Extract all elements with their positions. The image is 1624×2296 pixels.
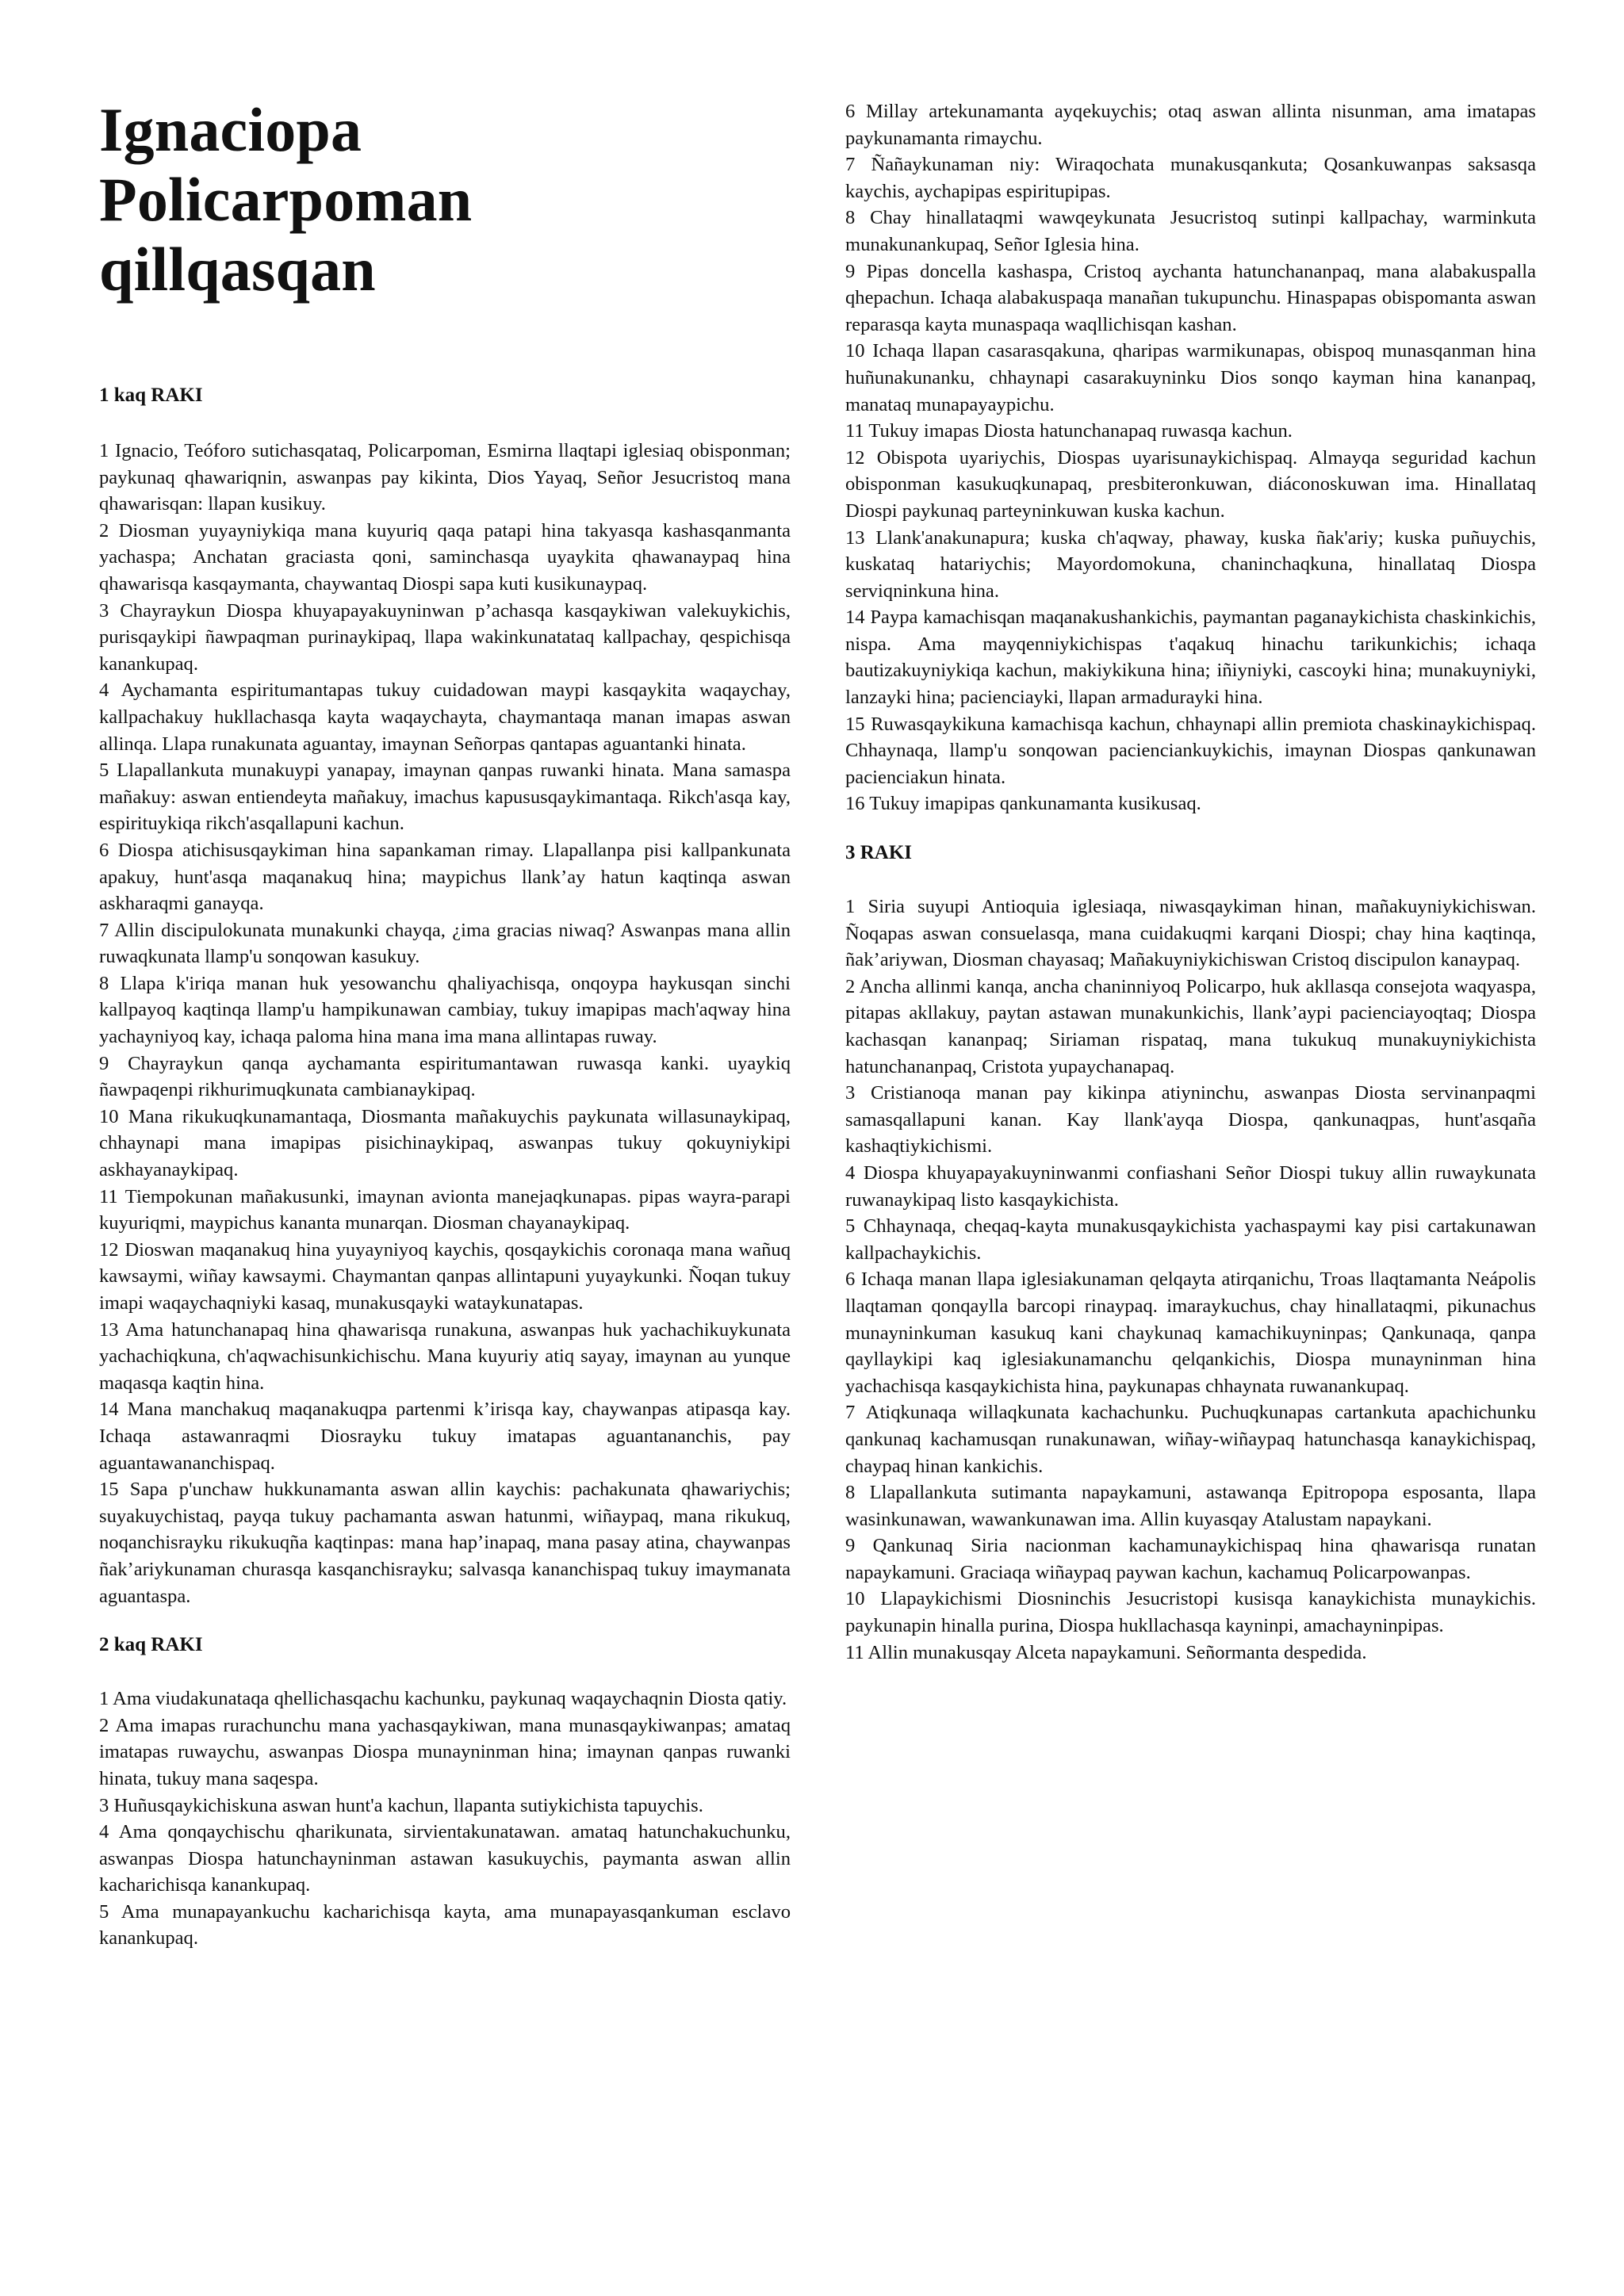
verse: 7 Atiqkunaqa willaqkunata kachachunku. Puchuqkunapas cartankuta apachichunku qankunaq kachamusqan runakunawan, wiñay-wiñaypaq hatunchasqa kanaykichispaq, chaypaq hinan kankichis. [845,1402,1536,1477]
verse: 8 Llapa k'iriqa manan huk yesowanchu qhaliyachisqa, onqoypa haykusqan sinchi kallpayoq kaqtinqa llamp'u hampikunawan cambiay, tukuy imapipas mach'aqway hina yachayniyoq kay, ichaqa paloma hina mana ima mana allintapas ruway. [99,972,791,1048]
verse: 16 Tukuy imapipas qankunamanta kusikusaq. [845,793,1201,815]
section-heading-3: 3 RAKI [845,842,913,864]
verse: 9 Chayraykun qanqa aychamanta espiritumantawan ruwasqa kanki. uyaykiq ñawpaqenpi rikhurimuqkunata cambianaykipaq. [99,1052,791,1101]
verse: 13 Ama hatunchanapaq hina qhawarisqa runakuna, aswanpas huk yachachikuykunata yachachiqkuna, ch'aqwachisunkichischu. Mana kuyuriy atiq sayay, imaynan au yunque maqasqa kaqtin hina. [99,1318,791,1394]
verse: 6 Diospa atichisusqaykiman hina sapankaman rimay. Llapallanpa pisi kallpankunata apakuy, hunt'asqa maqanakuq hina; maypichus llank’ay hatun kaqtinqa aswan askharaqmi ganayqa. [99,839,791,915]
verse: 8 Chay hinallataqmi wawqeykunata Jesucristoq sutinpi kallpachay, warminkuta munakunankupaq, Señor Iglesia hina. [845,207,1536,255]
verse: 2 Ancha allinmi kanqa, ancha chaninniyoq Policarpo, huk akllasqa consejota waqyaspa, pitapas akllakuy, paytan astawan munakunkichis, llank’aypi pacienciayoqtaq; Diospa kachasqan kananpaq; Siriaman rispataq, mana tukukuq munakuyniykichista hatunchananpaq, Cristota yupaychanapaq. [845,975,1536,1077]
document-title [99,95,791,304]
verse: 10 Mana rikukuqkunamantaqa, Diosmanta mañakuychis paykunata willasunaykipaq, chhaynapi mana imapipas pisichinaykipaq, aswanpas tukuy qokuyniykipi askhayanaykipaq. [99,1105,791,1181]
verse: 11 Tukuy imapas Diosta hatunchanapaq ruwasqa kachun. [845,420,1293,442]
section-heading-1: 1 kaq RAKI [99,385,203,406]
verse: 1 Ama viudakunataqa qhellichasqachu kachunku, paykunaq waqaychaqnin Diosta qatiy. [99,1688,787,1710]
verse: 1 Ignacio, Teóforo sutichasqataq, Policarpoman, Esmirna llaqtapi iglesiaq obisponman; paykunaq qhawariqnin, aswanpas pay kikinta, Dios Yayaq, Señor Jesucristoq mana qhawarisqan: llapan kusikuy. [99,440,791,515]
verse: 4 Aychamanta espiritumantapas tukuy cuidadowan maypi kasqaykita waqaychay, kallpachakuy hukllachasqa kayta waqaychayta, chaymantaqa manan imapas aswan allinqa. Llapa runakunata aguantay, imaynan Señorpas qantapas aguantanki hinata. [99,679,791,755]
verse: 7 Ñañaykunaman niy: Wiraqochata munakusqankuta; Qosankuwanpas saksasqa kaychis, aychapipas espiritupipas. [845,154,1536,202]
title-line: qillqasqan [99,235,376,304]
section-2-verses-left [99,1686,791,1952]
verse: 14 Mana manchakuq maqanakuqpa partenmi k’irisqa kay, chaywanpas atipasqa kay. Ichaqa astawanraqmi Diosrayku tukuy imatapas aguantananchis, pay aguantawananchispaq. [99,1399,791,1474]
section-heading-2: 2 kaq RAKI [99,1634,203,1656]
right-column [845,98,1536,1666]
verse: 2 Ama imapas rurachunchu mana yachasqaykiwan, mana munasqaykiwanpas; amataq imatapas ruwaychu, aswanpas Diospa munayninman hina; imaynan qanpas ruwanki hinata, tukuy mana saqespa. [99,1714,791,1789]
verse: 1 Siria suyupi Antioquia iglesiaqa, niwasqaykiman hinan, mañakuyniykichiswan. Ñoqapas aswan consuelasqa, mana cuidakuqmi karqani Diospi; chay hina kaqtinqa, ñak’ariywan, Diosman chayasaq; Mañakuyniykichiswan Cristoq discipulon kanaypaq. [845,896,1536,971]
verse: 9 Pipas doncella kashaspa, Cristoq aychanta hatunchananpaq, mana alabakuspalla qhepachun. Ichaqa alabakuspaqa manañan tukupunchu. Hinaspapas obispomanta aswan reparasqa kayta munaspaqa waqllichisqan kashan. [845,260,1536,335]
verse: 3 Cristianoqa manan pay kikinpa atiyninchu, aswanpas Diosta servinanpaqmi samasqallapuni kanan. Kay llank'ayqa Diospa, qankunaqpas, hunt'asqaña kashaqtiykichismi. [845,1082,1536,1158]
verse: 6 Ichaqa manan llapa iglesiakunaman qelqayta atirqanichu, Troas llaqtamanta Neápolis llaqtaman qonqaylla barcopi rinaypaq. imaraykuchus, chay hinallataqmi, pikunachus munayninkuman kasukuq kani chaykunaq kamachikuyninpas; Qankunaqa, qanpa qayllaykipi kaq iglesiakunamanchu qelqankichis, Diospa munayninman hina yachachisqa kasqaykichista hina, paykunapas chhaynata ruwanankupaq. [845,1269,1536,1397]
title-line: Ignaciopa [99,95,362,164]
verse: 3 Chayraykun Diospa khuyapayakuyninwan p’achasqa kasqaykiwan valekuykichis, purisqaykipi ñawpaqman purinaykipaq, llapa wakinkunatataq kallpachay, qespichisqa kanankupaq. [99,599,791,675]
verse: 5 Chhaynaqa, cheqaq-kayta munakusqaykichista yachaspaymi kay pisi cartakunawan kallpachaykichis. [845,1215,1536,1264]
verse: 9 Qankunaq Siria nacionman kachamunaykichispaq hina qhawarisqa runatan napaykamuni. Graciaqa wiñaypaq paywan kachun, kachamuq Policarpowanpas. [845,1535,1536,1583]
verse: 12 Dioswan maqanakuq hina yuyayniyoq kaychis, qosqaykichis coronaqa mana wañuq kawsaymi, wiñay kawsaymi. Chaymantan qanpas allintapuni yuyaykunki. Ñoqan tukuy imapi waqaychaqniyki kasaq, munakusqayki wataykunatapas. [99,1238,791,1314]
verse: 5 Ama munapayankuchu kacharichisqa kayta, ama munapayasqankuman esclavo kanankupaq. [99,1900,791,1950]
verse: 4 Ama qonqaychischu qharikunata, sirvientakunatawan. amataq hatunchakuchunku, aswanpas Diospa hatunchayninman astawan kasukuychis, paymanta aswan allin kacharichisqa kanankupaq. [99,1821,791,1896]
verse: 12 Obispota uyariychis, Diospas uyarisunaykichispaq. Almayqa seguridad kachun obisponman kasukuqkunapaq, presbiteronkuwan, diáconoskuwan ima. Hinallataq Diospi paykunaq parteyninkuwan kuska kachun. [845,446,1536,522]
verse: 3 Huñusqaykichiskuna aswan hunt'a kachun, llapanta sutiykichista tapuychis. [99,1794,703,1816]
verse: 15 Sapa p'unchaw hukkunamanta aswan allin kaychis: pachakunata qhawariychis; suyakuychistaq, payqa tukuy pachamanta aswan hatunmi, wiñaypaq, mana rikukuq, noqanchisrayku rikukuqña kaqtinpas: mana hap’inapaq, mana pasay atina, chaywanpas ñak’ariykunaman churasqa kasqanchisrayku; salvasqa kananchispaq tukuy imaymanata aguantaspa. [99,1479,791,1607]
verse: 7 Allin discipulokunata munakunki chayqa, ¿ima gracias niwaq? Aswanpas mana allin ruwaqkunata llamp'u sonqowan kasukuy. [99,919,791,968]
verse: 8 Llapallankuta sutimanta napaykamuni, astawanqa Epitropopa esposanta, llapa wasinkunawan, wawankunawan ima. Allin kuyasqay Atalustam napaykani. [845,1482,1536,1530]
verse: 11 Allin munakusqay Alceta napaykamuni. Señormanta despedida. [845,1641,1367,1663]
verse: 10 Ichaqa llapan casarasqakuna, qharipas warmikunapas, obispoq munasqanman hina huñunakunanku, chhaynapi casarakuyninku Dios sonqo kayman hina kananpaq, manataq munapayaypichu. [845,340,1536,415]
verse: 6 Millay artekunamanta ayqekuychis; otaq aswan allinta nisunman, ama imatapas paykunamanta rimaychu. [845,101,1536,149]
section-1-verses [99,438,791,1609]
verse: 15 Ruwasqaykikuna kamachisqa kachun, chhaynapi allin premiota chaskinaykichispaq. Chhaynaqa, llamp'u sonqowan pacienciankuykichis, imaynan Diospas qankunawan pacienciakun hinata. [845,713,1536,788]
verse: 5 Llapallankuta munakuypi yanapay, imaynan qanpas ruwanki hinata. Mana samaspa mañakuy: aswan entiendeyta mañakuy, imachus kapususqaykimantaqa. Rikch'asqa kay, espirituykiqa rikch'asqallapuni kachun. [99,760,791,835]
verse: 2 Diosman yuyayniykiqa mana kuyuriq qaqa patapi hina takyasqa kashasqanmanta yachaspa; Anchatan graciasta qoni, saminchasqa uyaykita qhawanaypaq hina qhawarisqa kasqaymanta, chaywantaq Diospi sapa kuti kusikunaypaq. [99,519,791,595]
left-column [99,95,791,1952]
section-2-verses-right [845,98,1536,817]
verse: 13 Llank'anakunapura; kuska ch'aqway, phaway, kuska ñak'ariy; kuska puñuychis, kuskataq hatariychis; Mayordomokuna, chaninchaqkuna, hinallataq Diospa serviqninkuna hina. [845,526,1536,602]
verse: 11 Tiempokunan mañakusunki, imaynan avionta manejaqkunapas. pipas wayra-parapi kuyuriqmi, maypichus kananta munarqan. Diosman chayanaykipaq. [99,1185,791,1234]
verse: 4 Diospa khuyapayakuyninwanmi confiashani Señor Diospi tukuy allin ruwaykunata ruwanaykipaq listo kasqaykichista. [845,1161,1536,1211]
verse: 10 Llapaykichismi Diosninchis Jesucristopi kusisqa kanaykichista munaykichis. paykunapin hinalla purina, Diospa hukllachasqa kayninpi, amachayninpipas. [845,1588,1536,1637]
title-line: Policarpoman [99,165,473,234]
verse: 14 Paypa kamachisqan maqanakushankichis, paymantan paganaykichista chaskinkichis, nispa. Ama mayqenniykichispas t'aqakuq hinachu tarikunkichis; ichaqa bautizakuyniykiqa kachun, makiykikuna hina; iñiyniyki, cascoyki hina; munakuyniyki, lanzayki hina; pacienciayki, llapan armadurayki hina. [845,607,1536,709]
section-3-verses [845,894,1536,1666]
